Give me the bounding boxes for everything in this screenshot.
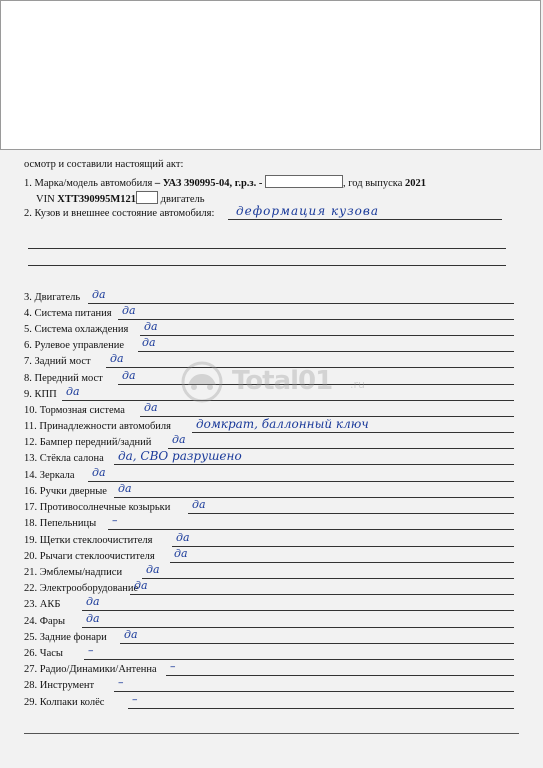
page-bottom-rule	[24, 733, 519, 734]
item-handwritten-note: да	[86, 595, 100, 608]
redacted-plate-box	[265, 175, 343, 188]
vin-label: VIN	[36, 194, 55, 205]
item-handwritten-note: домкрат, баллонный ключ	[196, 417, 369, 431]
item-fill-rule	[140, 335, 514, 336]
item-label: 21. Эмблемы/надписи	[24, 567, 123, 578]
item-fill-rule	[108, 529, 514, 530]
item-label: 18. Пепельницы	[24, 518, 97, 529]
item-fill-rule	[120, 643, 514, 644]
item-label: 10. Тормозная система	[24, 405, 125, 416]
year-label: , год выпуска	[343, 178, 403, 189]
item-label: 5. Система охлаждения	[24, 324, 129, 335]
item-handwritten-note: да	[144, 320, 158, 333]
item-handwritten-note: –	[170, 660, 176, 673]
item-handwritten-note: да	[122, 369, 136, 382]
item-label: 27. Радио/Динамики/Антенна	[24, 664, 157, 675]
item-label: 3. Двигатель	[24, 292, 81, 303]
item-label: 22. Электрооборудование	[24, 583, 139, 594]
item-handwritten-note: да	[118, 482, 132, 495]
item-fill-rule	[114, 497, 514, 498]
item-fill-rule	[188, 513, 514, 514]
item-handwritten-note: да	[122, 304, 136, 317]
item-fill-rule	[88, 481, 514, 482]
item-handwritten-note: да	[144, 401, 158, 414]
item-handwritten-note: да	[134, 579, 148, 592]
item-label: 4. Система питания	[24, 308, 112, 319]
item-label: 13. Стёкла салона	[24, 453, 104, 464]
item-label: 12. Бампер передний/задний	[24, 437, 152, 448]
item-label: 26. Часы	[24, 648, 63, 659]
watermark-car-icon	[178, 360, 230, 404]
item-label: 23. АКБ	[24, 599, 61, 610]
item-label: 17. Противосолнечные козырьки	[24, 502, 171, 513]
item-label: 11. Принадлежности автомобиля	[24, 421, 171, 432]
watermark	[178, 360, 388, 404]
item-label: 9. КПП	[24, 389, 57, 400]
item-handwritten-note: да	[174, 547, 188, 560]
item-label: 14. Зеркала	[24, 470, 75, 481]
item-handwritten-note: да	[110, 352, 124, 365]
engine-label: двигатель	[160, 194, 205, 205]
item-fill-rule	[142, 578, 514, 579]
body-item-handwritten: деформация кузова	[236, 204, 380, 218]
item-handwritten-note: –	[112, 514, 118, 527]
item-fill-rule	[118, 319, 514, 320]
item-label: 8. Передний мост	[24, 373, 103, 384]
item-fill-rule	[128, 708, 514, 709]
item-fill-rule	[82, 627, 514, 628]
item-fill-rule	[138, 351, 514, 352]
item-handwritten-note: да, СВО разрушено	[118, 449, 242, 463]
vehicle-model: – УАЗ 390995-04, г.р.з. -	[154, 178, 263, 189]
item-handwritten-note: –	[118, 676, 124, 689]
vehicle-line	[24, 175, 426, 190]
item-handwritten-note: да	[146, 563, 160, 576]
vin-line	[36, 191, 205, 206]
item-label: 6. Рулевое управление	[24, 340, 124, 351]
redacted-vin-box	[136, 191, 158, 204]
item-handwritten-note: да	[86, 612, 100, 625]
year-value: 2021	[404, 178, 426, 189]
item-fill-rule	[172, 546, 514, 547]
body-item-label: 2. Кузов и внешнее состояние автомобиля:	[24, 208, 215, 219]
item-label: 20. Рычаги стеклоочистителя	[24, 551, 155, 562]
item-handwritten-note: да	[124, 628, 138, 641]
item-label: 25. Задние фонари	[24, 632, 107, 643]
item-handwritten-note: –	[88, 644, 94, 657]
item-label: 28. Инструмент	[24, 680, 95, 691]
item-handwritten-note: да	[176, 531, 190, 544]
item-fill-rule	[88, 303, 514, 304]
item-fill-rule	[84, 659, 514, 660]
blank-rule-2	[28, 265, 506, 266]
watermark-tld: .ru	[350, 378, 365, 391]
item-fill-rule	[114, 691, 514, 692]
vin-value: XTT390995M121	[57, 194, 137, 205]
item-fill-rule	[192, 432, 514, 433]
item-handwritten-note: да	[66, 385, 80, 398]
item-fill-rule	[82, 610, 514, 611]
item-fill-rule	[114, 464, 514, 465]
intro-text: осмотр и составили настоящий акт:	[24, 159, 184, 170]
item-label: 19. Щетки стеклоочистителя	[24, 535, 153, 546]
item-handwritten-note: да	[92, 466, 106, 479]
item-handwritten-note: да	[142, 336, 156, 349]
vehicle-prefix: 1. Марка/модель автомобиля	[24, 178, 153, 189]
item-label: 7. Задний мост	[24, 356, 91, 367]
item-label: 16. Ручки дверные	[24, 486, 107, 497]
watermark-brand: Total01	[232, 366, 333, 396]
item-label: 24. Фары	[24, 616, 66, 627]
item-handwritten-note: да	[172, 433, 186, 446]
item-fill-rule	[170, 562, 514, 563]
item-fill-rule	[130, 594, 514, 595]
item-handwritten-note: да	[92, 288, 106, 301]
item-label: 29. Колпаки колёс	[24, 697, 105, 708]
blank-rule-1	[28, 248, 506, 249]
item-fill-rule	[166, 675, 514, 676]
item-handwritten-note: да	[192, 498, 206, 511]
item-handwritten-note: –	[132, 693, 138, 706]
body-item-rule	[228, 219, 502, 220]
